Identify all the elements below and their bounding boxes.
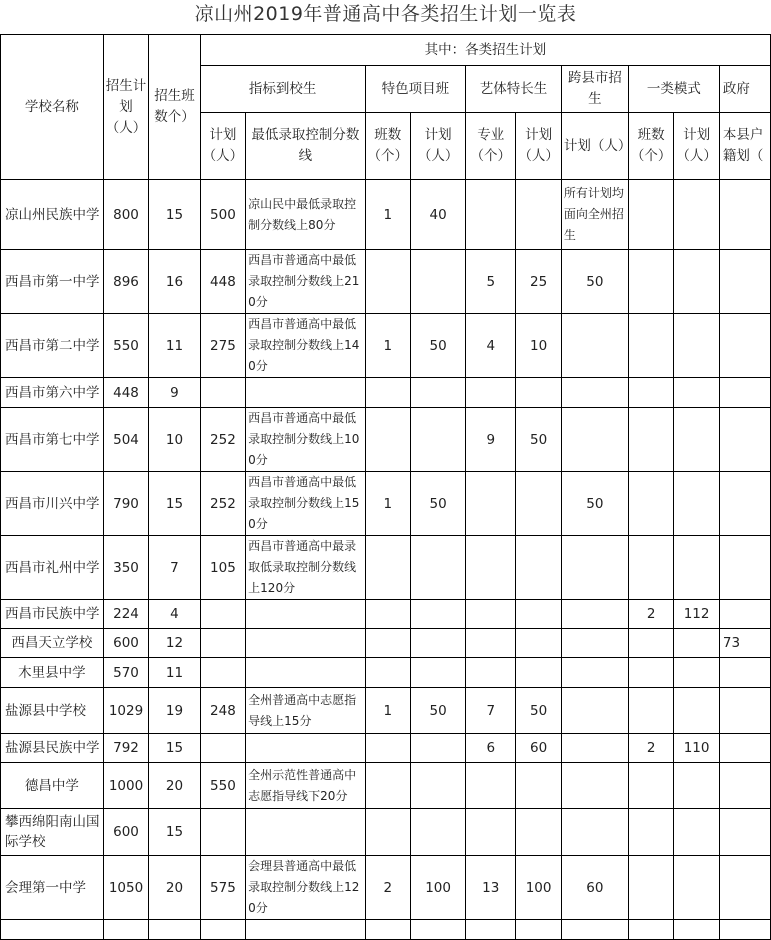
cell-school-name: 西昌市民族中学 <box>1 600 104 629</box>
cell-quota-plan: 550 <box>200 763 246 809</box>
table-row <box>1 856 771 920</box>
cell-gov-local-plan <box>719 378 770 408</box>
cell-plan-total: 790 <box>103 472 149 536</box>
cell-cross-plan <box>561 763 628 809</box>
cell-gov-local-plan <box>719 658 770 688</box>
cell-art-major: 7 <box>466 688 516 734</box>
cell-class1-classes <box>628 763 674 809</box>
cell-cross-plan <box>561 600 628 629</box>
cell-quota-min-score: 凉山民中最低录取控制分数线上80分 <box>246 180 365 250</box>
cell-art-plan: 100 <box>516 856 562 920</box>
cell-feature-plan <box>411 378 466 408</box>
cell-feature-plan <box>411 763 466 809</box>
cell-school-name: 木里县中学 <box>1 658 104 688</box>
enrollment-table-container <box>0 34 771 915</box>
cell-feature-plan <box>411 629 466 658</box>
cell-quota-min-score <box>246 600 365 629</box>
cell-class1-classes <box>628 809 674 856</box>
cell-class1-plan <box>674 856 720 920</box>
cell-class-count: 15 <box>149 180 200 250</box>
table-row <box>1 408 771 472</box>
cell-quota-min-score <box>246 920 365 940</box>
cell-plan-total: 550 <box>103 314 149 378</box>
cell-art-major <box>466 472 516 536</box>
cell-class1-plan <box>674 809 720 856</box>
cell-class1-classes <box>628 856 674 920</box>
table-row <box>1 763 771 809</box>
cell-plan-total: 1050 <box>103 856 149 920</box>
cell-art-major: 6 <box>466 734 516 763</box>
cell-cross-plan <box>561 629 628 658</box>
cell-feature-classes <box>365 629 411 658</box>
table-row <box>1 600 771 629</box>
cell-gov-local-plan <box>719 856 770 920</box>
cell-feature-classes: 2 <box>365 856 411 920</box>
header-art-sports: 艺体特长生 <box>466 66 562 113</box>
cell-cross-plan <box>561 378 628 408</box>
cell-cross-plan <box>561 920 628 940</box>
cell-school-name: 会理第一中学 <box>1 856 104 920</box>
cell-school-name: 西昌市礼州中学 <box>1 536 104 600</box>
cell-feature-plan <box>411 600 466 629</box>
table-header <box>1 35 771 180</box>
cell-class1-classes <box>628 378 674 408</box>
table-row <box>1 658 771 688</box>
cell-feature-plan <box>411 250 466 314</box>
cell-art-plan: 60 <box>516 734 562 763</box>
cell-cross-plan <box>561 536 628 600</box>
cell-feature-classes: 1 <box>365 180 411 250</box>
cell-class1-plan: 112 <box>674 600 720 629</box>
cell-art-major: 9 <box>466 408 516 472</box>
cell-class-count: 11 <box>149 658 200 688</box>
cell-gov-local-plan <box>719 250 770 314</box>
cell-art-major <box>466 763 516 809</box>
header-school-name: 学校名称 <box>1 35 104 180</box>
table-row <box>1 536 771 600</box>
cell-plan-total: 896 <box>103 250 149 314</box>
cell-feature-classes <box>365 763 411 809</box>
cell-cross-plan <box>561 688 628 734</box>
cell-feature-plan <box>411 408 466 472</box>
cell-art-major <box>466 809 516 856</box>
cell-gov-local-plan <box>719 600 770 629</box>
header-art-major: 专业（个） <box>466 113 516 180</box>
header-group-all: 其中：各类招生计划 <box>200 35 770 66</box>
cell-feature-plan: 50 <box>411 314 466 378</box>
cell-art-major <box>466 920 516 940</box>
cell-plan-total: 1029 <box>103 688 149 734</box>
cell-school-name: 西昌市第一中学 <box>1 250 104 314</box>
table-row <box>1 629 771 658</box>
table-row <box>1 734 771 763</box>
cell-art-plan <box>516 763 562 809</box>
cell-gov-local-plan <box>719 920 770 940</box>
cell-plan-total: 448 <box>103 378 149 408</box>
cell-gov-local-plan <box>719 809 770 856</box>
table-row <box>1 314 771 378</box>
cell-gov-local-plan <box>719 408 770 472</box>
cell-art-major <box>466 378 516 408</box>
cell-school-name <box>1 920 104 940</box>
header-feature-plan: 计划（人） <box>411 113 466 180</box>
cell-quota-plan <box>200 378 246 408</box>
cell-quota-plan <box>200 920 246 940</box>
cell-quota-min-score: 西昌市普通高中最低录取控制分数线上210分 <box>246 250 365 314</box>
cell-plan-total: 792 <box>103 734 149 763</box>
cell-cross-plan: 60 <box>561 856 628 920</box>
cell-art-plan <box>516 472 562 536</box>
header-art-plan: 计划（人） <box>516 113 562 180</box>
cell-class1-classes <box>628 180 674 250</box>
cell-quota-plan: 252 <box>200 472 246 536</box>
cell-art-plan <box>516 920 562 940</box>
table-row <box>1 688 771 734</box>
cell-school-name: 西昌天立学校 <box>1 629 104 658</box>
cell-class-count: 12 <box>149 629 200 658</box>
cell-quota-min-score <box>246 658 365 688</box>
cell-cross-plan: 50 <box>561 250 628 314</box>
cell-class1-classes <box>628 250 674 314</box>
cell-class-count: 16 <box>149 250 200 314</box>
cell-quota-min-score <box>246 734 365 763</box>
cell-cross-plan: 50 <box>561 472 628 536</box>
cell-class1-classes: 2 <box>628 600 674 629</box>
cell-feature-classes: 1 <box>365 472 411 536</box>
cell-quota-plan <box>200 629 246 658</box>
cell-school-name: 西昌市川兴中学 <box>1 472 104 536</box>
cell-class1-classes <box>628 408 674 472</box>
cell-gov-local-plan <box>719 688 770 734</box>
cell-plan-total: 1000 <box>103 763 149 809</box>
cell-class1-plan <box>674 629 720 658</box>
cell-quota-plan <box>200 600 246 629</box>
cell-class-count: 15 <box>149 734 200 763</box>
cell-art-plan <box>516 180 562 250</box>
header-class1-plan: 计划（人） <box>674 113 720 180</box>
cell-feature-plan <box>411 658 466 688</box>
cell-quota-min-score: 全州普通高中志愿指导线上15分 <box>246 688 365 734</box>
cell-quota-min-score: 西昌市普通高中最低录取控制分数线上140分 <box>246 314 365 378</box>
table-row <box>1 250 771 314</box>
cell-art-plan <box>516 658 562 688</box>
header-class-count: 招生班数个） <box>149 35 200 180</box>
cell-art-major <box>466 536 516 600</box>
cell-quota-plan: 275 <box>200 314 246 378</box>
cell-plan-total <box>103 920 149 940</box>
cell-class-count <box>149 920 200 940</box>
cell-plan-total: 350 <box>103 536 149 600</box>
cell-class1-classes <box>628 629 674 658</box>
cell-class1-classes <box>628 920 674 940</box>
cell-art-plan <box>516 629 562 658</box>
cell-feature-plan: 50 <box>411 688 466 734</box>
cell-quota-plan: 500 <box>200 180 246 250</box>
cell-class1-plan <box>674 180 720 250</box>
cell-class1-classes: 2 <box>628 734 674 763</box>
cell-art-major: 5 <box>466 250 516 314</box>
header-class1-mode: 一类模式 <box>628 66 719 113</box>
cell-class1-plan <box>674 250 720 314</box>
cell-school-name: 西昌市第七中学 <box>1 408 104 472</box>
header-plan-total: 招生计划（人） <box>103 35 149 180</box>
cell-feature-classes <box>365 378 411 408</box>
cell-feature-classes <box>365 920 411 940</box>
header-gov-local: 本县户籍划（ <box>719 113 770 180</box>
cell-art-plan <box>516 600 562 629</box>
cell-quota-plan: 448 <box>200 250 246 314</box>
table-body <box>1 180 771 940</box>
header-cross-plan: 计划（人） <box>561 113 628 180</box>
header-feature-class: 特色项目班 <box>365 66 466 113</box>
header-cross-county: 跨县市招生 <box>561 66 628 113</box>
cell-quota-min-score: 西昌市普通高中最低录取控制分数线上150分 <box>246 472 365 536</box>
cell-class-count: 19 <box>149 688 200 734</box>
cell-gov-local-plan: 73 <box>719 629 770 658</box>
cell-feature-classes <box>365 658 411 688</box>
cell-gov-local-plan <box>719 472 770 536</box>
cell-feature-plan: 50 <box>411 472 466 536</box>
cell-class1-classes <box>628 536 674 600</box>
cell-art-plan <box>516 536 562 600</box>
cell-feature-plan: 100 <box>411 856 466 920</box>
page-title: 凉山州2019年普通高中各类招生计划一览表 <box>194 3 577 25</box>
cell-plan-total: 504 <box>103 408 149 472</box>
header-quota-plan: 计划（人） <box>200 113 246 180</box>
cell-class1-classes <box>628 314 674 378</box>
cell-art-major <box>466 180 516 250</box>
cell-plan-total: 600 <box>103 809 149 856</box>
cell-class-count: 4 <box>149 600 200 629</box>
cell-gov-local-plan <box>719 536 770 600</box>
cell-class-count: 15 <box>149 809 200 856</box>
cell-art-major: 13 <box>466 856 516 920</box>
cell-class-count: 15 <box>149 472 200 536</box>
enrollment-table <box>0 34 771 940</box>
cell-quota-plan: 105 <box>200 536 246 600</box>
cell-quota-min-score: 西昌市普通高中最录取低录取控制分数线上120分 <box>246 536 365 600</box>
cell-class-count: 20 <box>149 856 200 920</box>
cell-art-major <box>466 629 516 658</box>
header-quota-students: 指标到校生 <box>200 66 365 113</box>
cell-class1-plan <box>674 378 720 408</box>
header-government: 政府 <box>719 66 770 113</box>
cell-cross-plan <box>561 408 628 472</box>
cell-school-name: 德昌中学 <box>1 763 104 809</box>
cell-school-name: 盐源县民族中学 <box>1 734 104 763</box>
header-quota-min-score: 最低录取控制分数线 <box>246 113 365 180</box>
cell-plan-total: 600 <box>103 629 149 658</box>
cell-art-plan <box>516 809 562 856</box>
cell-class1-plan <box>674 920 720 940</box>
cell-gov-local-plan <box>719 180 770 250</box>
cell-class1-plan <box>674 658 720 688</box>
cell-quota-plan: 248 <box>200 688 246 734</box>
cell-feature-classes <box>365 536 411 600</box>
cell-class-count: 7 <box>149 536 200 600</box>
cell-art-plan: 50 <box>516 408 562 472</box>
cell-feature-classes <box>365 600 411 629</box>
cell-gov-local-plan <box>719 763 770 809</box>
cell-gov-local-plan <box>719 734 770 763</box>
cell-class1-plan <box>674 688 720 734</box>
table-row <box>1 378 771 408</box>
cell-gov-local-plan <box>719 314 770 378</box>
cell-quota-min-score <box>246 629 365 658</box>
cell-art-plan <box>516 378 562 408</box>
cell-art-major: 4 <box>466 314 516 378</box>
cell-plan-total: 570 <box>103 658 149 688</box>
cell-art-major <box>466 600 516 629</box>
cell-class1-classes <box>628 472 674 536</box>
cell-quota-plan <box>200 809 246 856</box>
cell-class1-plan <box>674 536 720 600</box>
cell-quota-plan <box>200 734 246 763</box>
cell-class-count: 20 <box>149 763 200 809</box>
cell-art-plan: 10 <box>516 314 562 378</box>
cell-school-name: 攀西绵阳南山国际学校 <box>1 809 104 856</box>
table-row <box>1 920 771 940</box>
cell-class1-classes <box>628 658 674 688</box>
cell-cross-plan <box>561 658 628 688</box>
cell-feature-plan <box>411 536 466 600</box>
cell-cross-plan <box>561 809 628 856</box>
cell-class1-plan <box>674 408 720 472</box>
cell-art-plan: 50 <box>516 688 562 734</box>
table-row <box>1 809 771 856</box>
cell-class1-plan <box>674 472 720 536</box>
cell-cross-plan: 所有计划均面向全州招生 <box>561 180 628 250</box>
cell-cross-plan <box>561 734 628 763</box>
header-feature-classes: 班数（个） <box>365 113 411 180</box>
cell-feature-classes: 1 <box>365 688 411 734</box>
cell-feature-classes <box>365 250 411 314</box>
table-row <box>1 180 771 250</box>
cell-school-name: 西昌市第二中学 <box>1 314 104 378</box>
cell-class1-plan <box>674 314 720 378</box>
cell-quota-min-score: 全州示范性普通高中志愿指导线下20分 <box>246 763 365 809</box>
cell-school-name: 西昌市第六中学 <box>1 378 104 408</box>
cell-quota-min-score <box>246 809 365 856</box>
cell-class1-classes <box>628 688 674 734</box>
cell-feature-classes: 1 <box>365 314 411 378</box>
cell-feature-classes <box>365 408 411 472</box>
cell-quota-min-score <box>246 378 365 408</box>
cell-feature-classes <box>365 734 411 763</box>
cell-class1-plan: 110 <box>674 734 720 763</box>
cell-quota-plan <box>200 658 246 688</box>
cell-feature-classes <box>365 809 411 856</box>
cell-feature-plan <box>411 734 466 763</box>
cell-plan-total: 800 <box>103 180 149 250</box>
cell-class-count: 11 <box>149 314 200 378</box>
cell-class1-plan <box>674 763 720 809</box>
cell-art-major <box>466 658 516 688</box>
cell-quota-min-score: 西昌市普通高中最低录取控制分数线上100分 <box>246 408 365 472</box>
cell-feature-plan <box>411 809 466 856</box>
cell-feature-plan <box>411 920 466 940</box>
cell-feature-plan: 40 <box>411 180 466 250</box>
cell-quota-plan: 575 <box>200 856 246 920</box>
cell-class-count: 9 <box>149 378 200 408</box>
cell-school-name: 凉山州民族中学 <box>1 180 104 250</box>
header-class1-classes: 班数（个） <box>628 113 674 180</box>
cell-art-plan: 25 <box>516 250 562 314</box>
table-row <box>1 472 771 536</box>
cell-cross-plan <box>561 314 628 378</box>
cell-school-name: 盐源县中学校 <box>1 688 104 734</box>
cell-class-count: 10 <box>149 408 200 472</box>
cell-plan-total: 224 <box>103 600 149 629</box>
cell-quota-min-score: 会理县普通高中最低录取控制分数线上120分 <box>246 856 365 920</box>
cell-quota-plan: 252 <box>200 408 246 472</box>
